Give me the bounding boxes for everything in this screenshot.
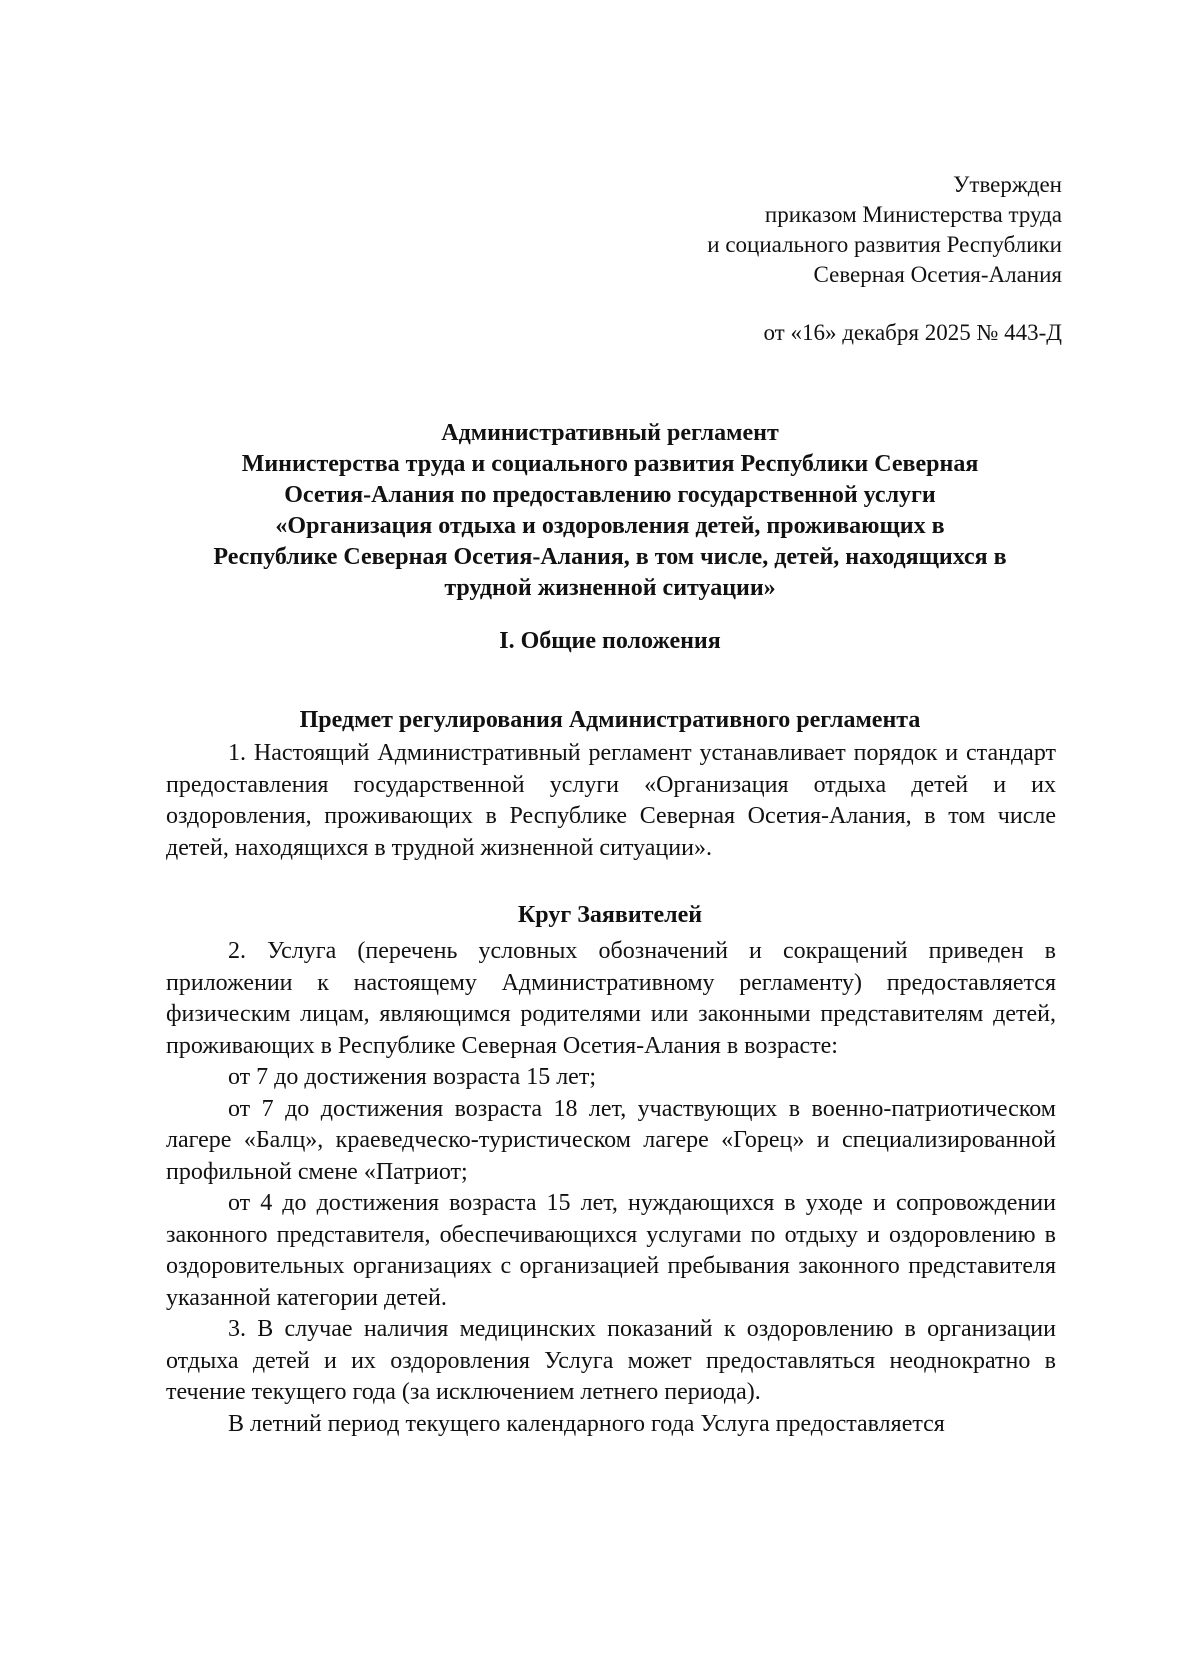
paragraph-age-7-15: от 7 до достижения возраста 15 лет; — [228, 1064, 596, 1090]
paragraph-3: 3. В случае наличия медицинских показаний к оздоровлению в организации отдыха детей и их оздоровления Услуга может предоставляться неоднократно в течение текущего года (за исключением летнего периода). — [166, 1316, 1056, 1405]
paragraph-age-7-18: от 7 до достижения возраста 18 лет, участвующих в военно-патриотическом лагере «Балц», краеведческо-туристическом лагере «Горец» и специализированной профильной смене «Патриот; — [166, 1095, 1056, 1185]
title-line-5: Республике Северная Осетия-Алания, в том числе, детей, находящихся в — [213, 544, 1007, 570]
paragraph-2: 2. Услуга (перечень условных обозначений и сокращений приведен в приложении к настоящему Административному регламенту) предоставляется физическим лицам, являющимся родителями или законными представителям детей, проживающих в Республике Северная Осетия-Алания в возрасте: — [166, 938, 1056, 1059]
paragraph-age-4-15: от 4 до достижения возраста 15 лет, нуждающихся в уходе и сопровождении законного представителя, обеспечивающихся услугами по отдыху и оздоровлению в оздоровительных организациях с организацией пребывания законного представителя указанной категории детей. — [166, 1190, 1056, 1311]
applicants-heading: Круг Заявителей — [517, 902, 703, 928]
title-line-6: трудной жизненной ситуации» — [444, 575, 776, 601]
document-title — [160, 418, 1060, 604]
subject-heading: Предмет регулирования Административного регламента — [299, 707, 921, 733]
title-line-4: «Организация отдыха и оздоровления детей, проживающих в — [275, 513, 945, 539]
subject-section-body — [166, 738, 1056, 864]
title-line-2: Министерства труда и социального развития Республики Северная — [241, 451, 979, 477]
approval-line-1: Утвержден — [953, 172, 1062, 197]
order-date: от «16» декабря 2025 № 443-Д — [763, 320, 1062, 345]
chapter-heading: I. Общие положения — [499, 628, 721, 654]
title-line-1: Административный регламент — [441, 420, 779, 446]
approval-line-4: Северная Осетия-Алания — [813, 262, 1062, 287]
approval-stamp-block — [707, 170, 1062, 348]
approval-line-3: и социального развития Республики — [707, 232, 1062, 257]
approval-line-2: приказом Министерства труда — [764, 202, 1062, 227]
paragraph-1: 1. Настоящий Административный регламент устанавливает порядок и стандарт предоставления государственной услуги «Организация отдыха детей и их оздоровления, проживающих в Республике Северная Осетия-Алания, в том числе детей, находящихся в трудной жизненной ситуации». — [166, 740, 1056, 861]
paragraph-summer-period: В летний период текущего календарного года Услуга предоставляется — [228, 1410, 945, 1437]
title-line-3: Осетия-Алания по предоставлению государственной услуги — [284, 482, 936, 508]
applicants-section-body — [166, 936, 1056, 1440]
